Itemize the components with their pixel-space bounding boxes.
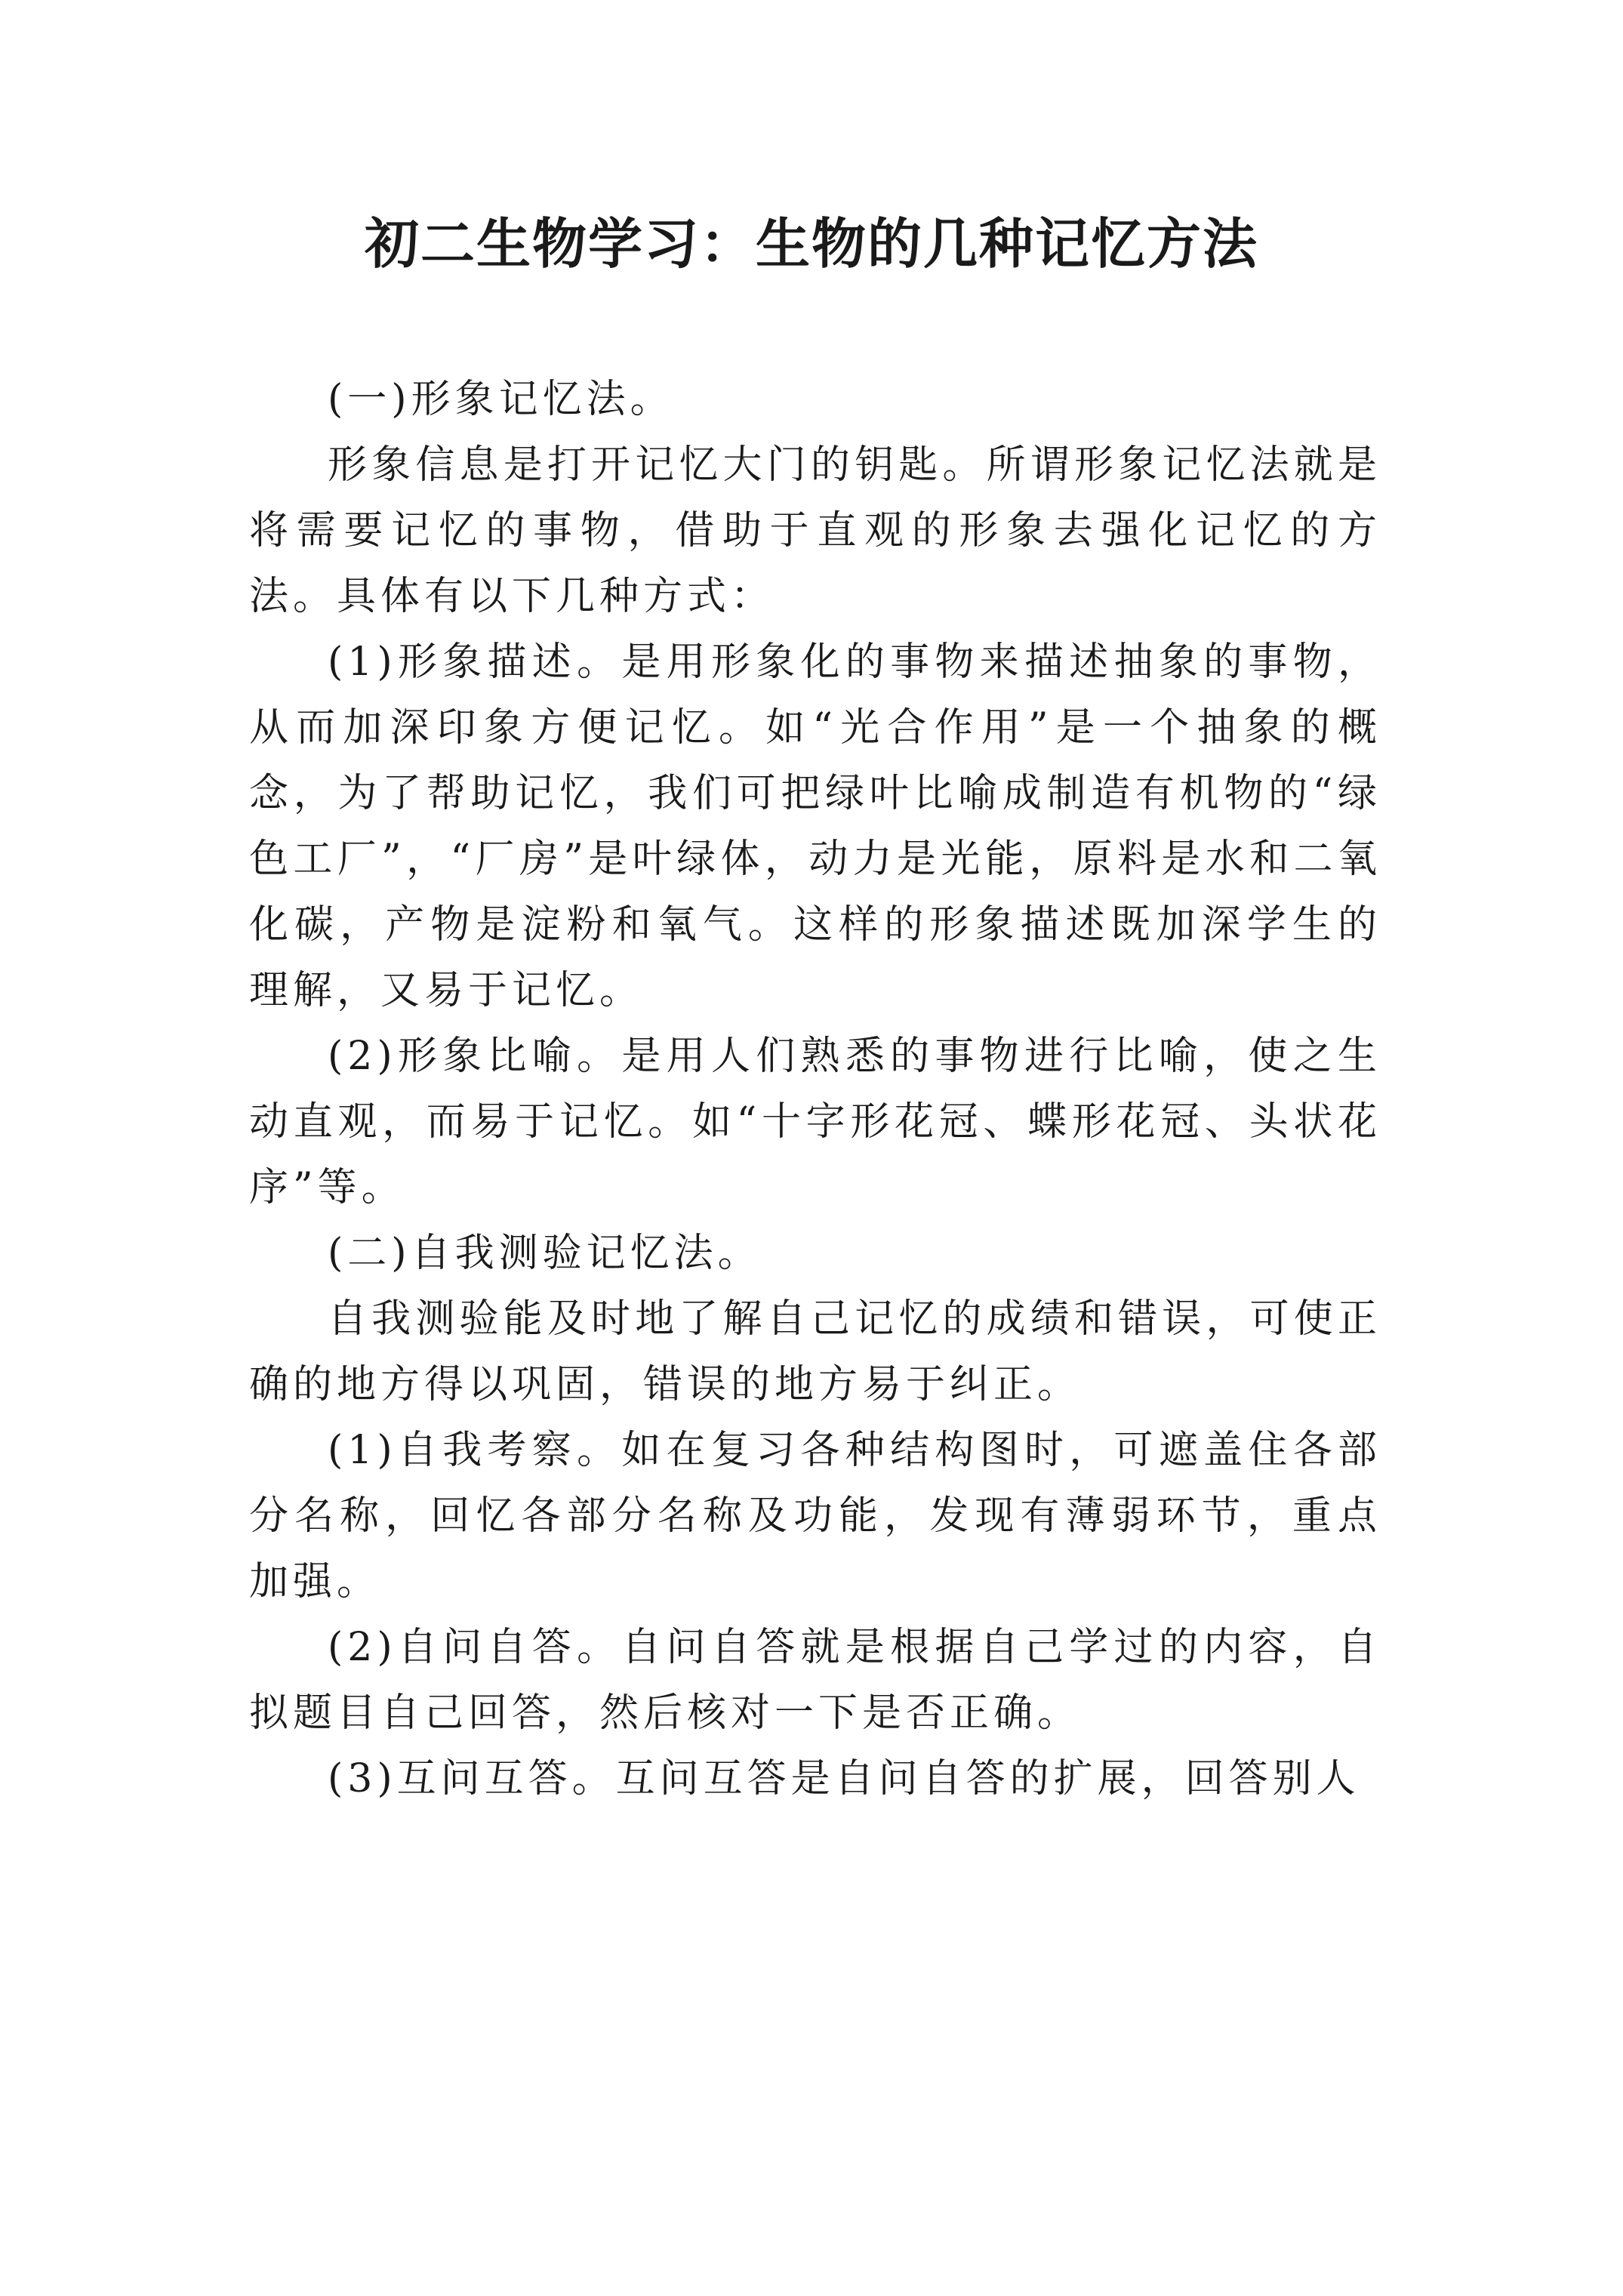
section-heading-self-test-memory: (二)自我测验记忆法。 [328, 1231, 762, 1276]
section-heading-image-memory: (一)形象记忆法。 [328, 377, 674, 422]
paragraph: 自我测验能及时地了解自己记忆的成绩和错误，可使正确的地方得以巩固，错误的地方易于纠正。 [249, 1296, 1381, 1407]
paragraph: (2)形象比喻。是用人们熟悉的事物进行比喻，使之生动直观，而易于记忆。如“十字形花冠、蝶形花冠、头状花序”等。 [249, 1034, 1381, 1210]
document-body [249, 367, 1381, 1812]
document-title: 初二生物学习：生物的几种记忆方法 [364, 212, 1258, 276]
paragraph: (1)自我考察。如在复习各种结构图时，可遮盖住各部分名称，回忆各部分名称及功能，发现有薄弱环节，重点加强。 [249, 1428, 1381, 1604]
paragraph: (1)形象描述。是用形象化的事物来描述抽象的事物，从而加深印象方便记忆。如“光合作用”是一个抽象的概念，为了帮助记忆，我们可把绿叶比喻成制造有机物的“绿色工厂”，“厂房”是叶绿体，动力是光能，原料是水和二氧化碳，产物是淀粉和氧气。这样的形象描述既加深学生的理解，又易于记忆。 [249, 639, 1381, 1013]
paragraph: 形象信息是打开记忆大门的钥匙。所谓形象记忆法就是将需要记忆的事物，借助于直观的形象去强化记忆的方法。具体有以下几种方式： [249, 442, 1381, 619]
paragraph: (3)互问互答。互问互答是自问自答的扩展，回答别人 [328, 1756, 1360, 1801]
paragraph: (2)自问自答。自问自答就是根据自己学过的内容，自拟题目自己回答，然后核对一下是否正确。 [249, 1625, 1381, 1736]
